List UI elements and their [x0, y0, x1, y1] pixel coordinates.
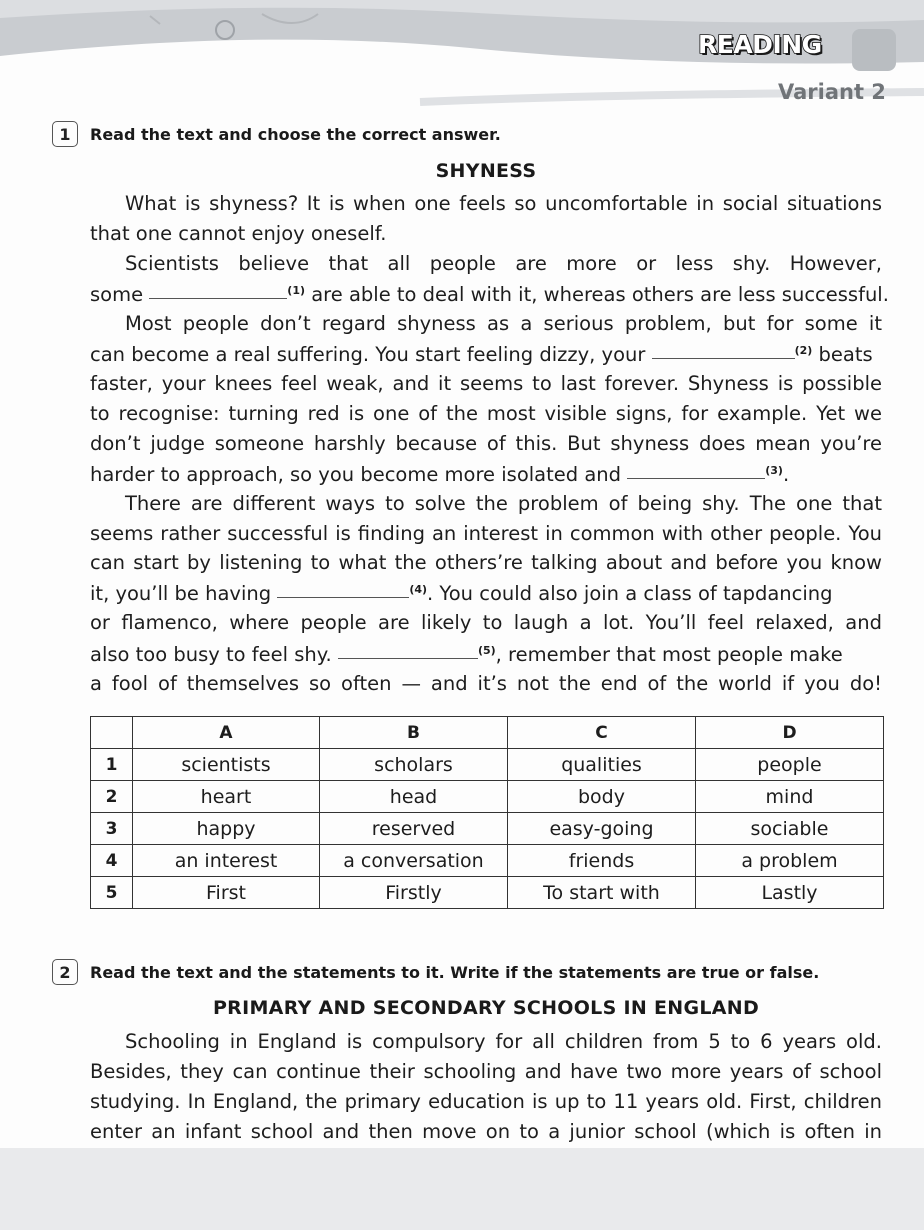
option-cell: reserved: [320, 813, 508, 845]
option-cell: an interest: [133, 845, 320, 877]
text-title-shyness: SHYNESS: [435, 160, 537, 182]
text-line: a fool of themselves so often — and it’s not the end of the world if you do!: [90, 672, 882, 695]
task-2-header: [52, 958, 819, 986]
gap-3-mark: (3): [765, 464, 783, 477]
gap-4: [277, 596, 409, 598]
variant-label: Variant 2: [778, 80, 886, 104]
row-number: 3: [91, 813, 133, 845]
text-fragment: harder to approach, so you become more isolated and: [90, 463, 622, 486]
gap-5-mark: (5): [477, 644, 496, 657]
text-fragment: beats: [818, 343, 873, 366]
text-line: There are different ways to solve the problem of being shy. The one that: [125, 492, 882, 515]
gap-1-mark: (1): [287, 284, 306, 297]
option-cell: heart: [133, 781, 320, 813]
text-line-gap-4: [90, 579, 882, 609]
text-line: to recognise: turning red is one of the most visible signs, for example. Yet we: [90, 402, 882, 425]
row-number: 5: [91, 877, 133, 909]
table-corner-cell: [91, 717, 133, 749]
column-header: D: [696, 717, 884, 749]
text-fragment: some: [90, 283, 144, 306]
text-line: Schooling in England is compulsory for all children from 5 to 6 years old.: [125, 1030, 882, 1053]
text-title-schools: PRIMARY AND SECONDARY SCHOOLS IN ENGLAND: [212, 997, 760, 1019]
text-line: faster, your knees feel weak, and it seems to last forever. Shyness is possible: [90, 372, 882, 395]
task-2-instruction: Read the text and the statements to it. Write if the statements are true or false.: [90, 962, 820, 982]
table-row: [91, 781, 884, 813]
option-cell: Firstly: [320, 877, 508, 909]
option-cell: Lastly: [696, 877, 884, 909]
column-header: C: [508, 717, 696, 749]
text-fragment: .: [782, 463, 790, 486]
task-2-number: 2: [52, 959, 78, 985]
text-fragment: are able to deal with it, whereas others are less successful.: [311, 283, 889, 306]
text-line: Most people don’t regard shyness as a serious problem, but for some it: [125, 312, 882, 335]
text-line-gap-5: [90, 640, 882, 670]
option-cell: scientists: [133, 749, 320, 781]
gap-2-mark: (2): [794, 344, 813, 357]
text-line: Besides, they can continue their schooling and have two more years of school: [90, 1060, 882, 1083]
text-line: Scientists believe that all people are more or less shy. However,: [125, 252, 882, 275]
text-fragment: can become a real suffering. You start feeling dizzy, your: [90, 343, 646, 366]
option-cell: happy: [133, 813, 320, 845]
option-cell: a problem: [696, 845, 884, 877]
section-title: READING: [698, 30, 822, 59]
table-row: [91, 813, 884, 845]
option-cell: head: [320, 781, 508, 813]
section-tab: [852, 29, 896, 71]
option-cell: To start with: [508, 877, 696, 909]
option-cell: mind: [696, 781, 884, 813]
answer-options-table: [90, 716, 884, 909]
row-number: 2: [91, 781, 133, 813]
column-header: B: [320, 717, 508, 749]
table-header-row: [91, 717, 884, 749]
table-row: [91, 845, 884, 877]
task-1-header: [52, 120, 501, 148]
text-line: studying. In England, the primary education is up to 11 years old. First, children: [90, 1090, 882, 1113]
row-number: 1: [91, 749, 133, 781]
option-cell: First: [133, 877, 320, 909]
option-cell: friends: [508, 845, 696, 877]
text-line-gap-1: [90, 280, 889, 310]
column-header: A: [133, 717, 320, 749]
text-fragment: also too busy to feel shy.: [90, 643, 332, 666]
row-number: 4: [91, 845, 133, 877]
text-line-gap-3: [90, 460, 882, 490]
option-cell: qualities: [508, 749, 696, 781]
text-line-gap-2: [90, 340, 882, 370]
option-cell: people: [696, 749, 884, 781]
task-1-instruction: Read the text and choose the correct answer.: [90, 124, 501, 144]
text-line: seems rather successful is finding an interest in common with other people. You: [90, 522, 882, 545]
table-row: [91, 877, 884, 909]
gap-2: [652, 357, 795, 359]
option-cell: easy-going: [508, 813, 696, 845]
text-fragment: it, you’ll be having: [90, 582, 272, 605]
text-line: enter an infant school and then move on to a junior school (which is often in: [90, 1120, 882, 1143]
option-cell: scholars: [320, 749, 508, 781]
option-cell: sociable: [696, 813, 884, 845]
text-line: that one cannot enjoy oneself.: [90, 222, 387, 245]
gap-1: [149, 297, 287, 299]
text-fragment: . You could also join a class of tapdancing: [427, 582, 833, 605]
option-cell: a conversation: [320, 845, 508, 877]
gap-5: [338, 657, 478, 659]
table-row: [91, 749, 884, 781]
text-line: can start by listening to what the others’re talking about and before you know: [90, 551, 882, 574]
text-line: What is shyness? It is when one feels so uncomfortable in social situations: [125, 192, 882, 215]
text-fragment: , remember that most people make: [495, 643, 843, 666]
text-line: don’t judge someone harshly because of this. But shyness does mean you’re: [90, 432, 882, 455]
text-line: or flamenco, where people are likely to laugh a lot. You’ll feel relaxed, and: [90, 611, 882, 634]
task-1-number: 1: [52, 121, 78, 147]
gap-4-mark: (4): [409, 583, 428, 596]
gap-3: [627, 477, 765, 479]
option-cell: body: [508, 781, 696, 813]
